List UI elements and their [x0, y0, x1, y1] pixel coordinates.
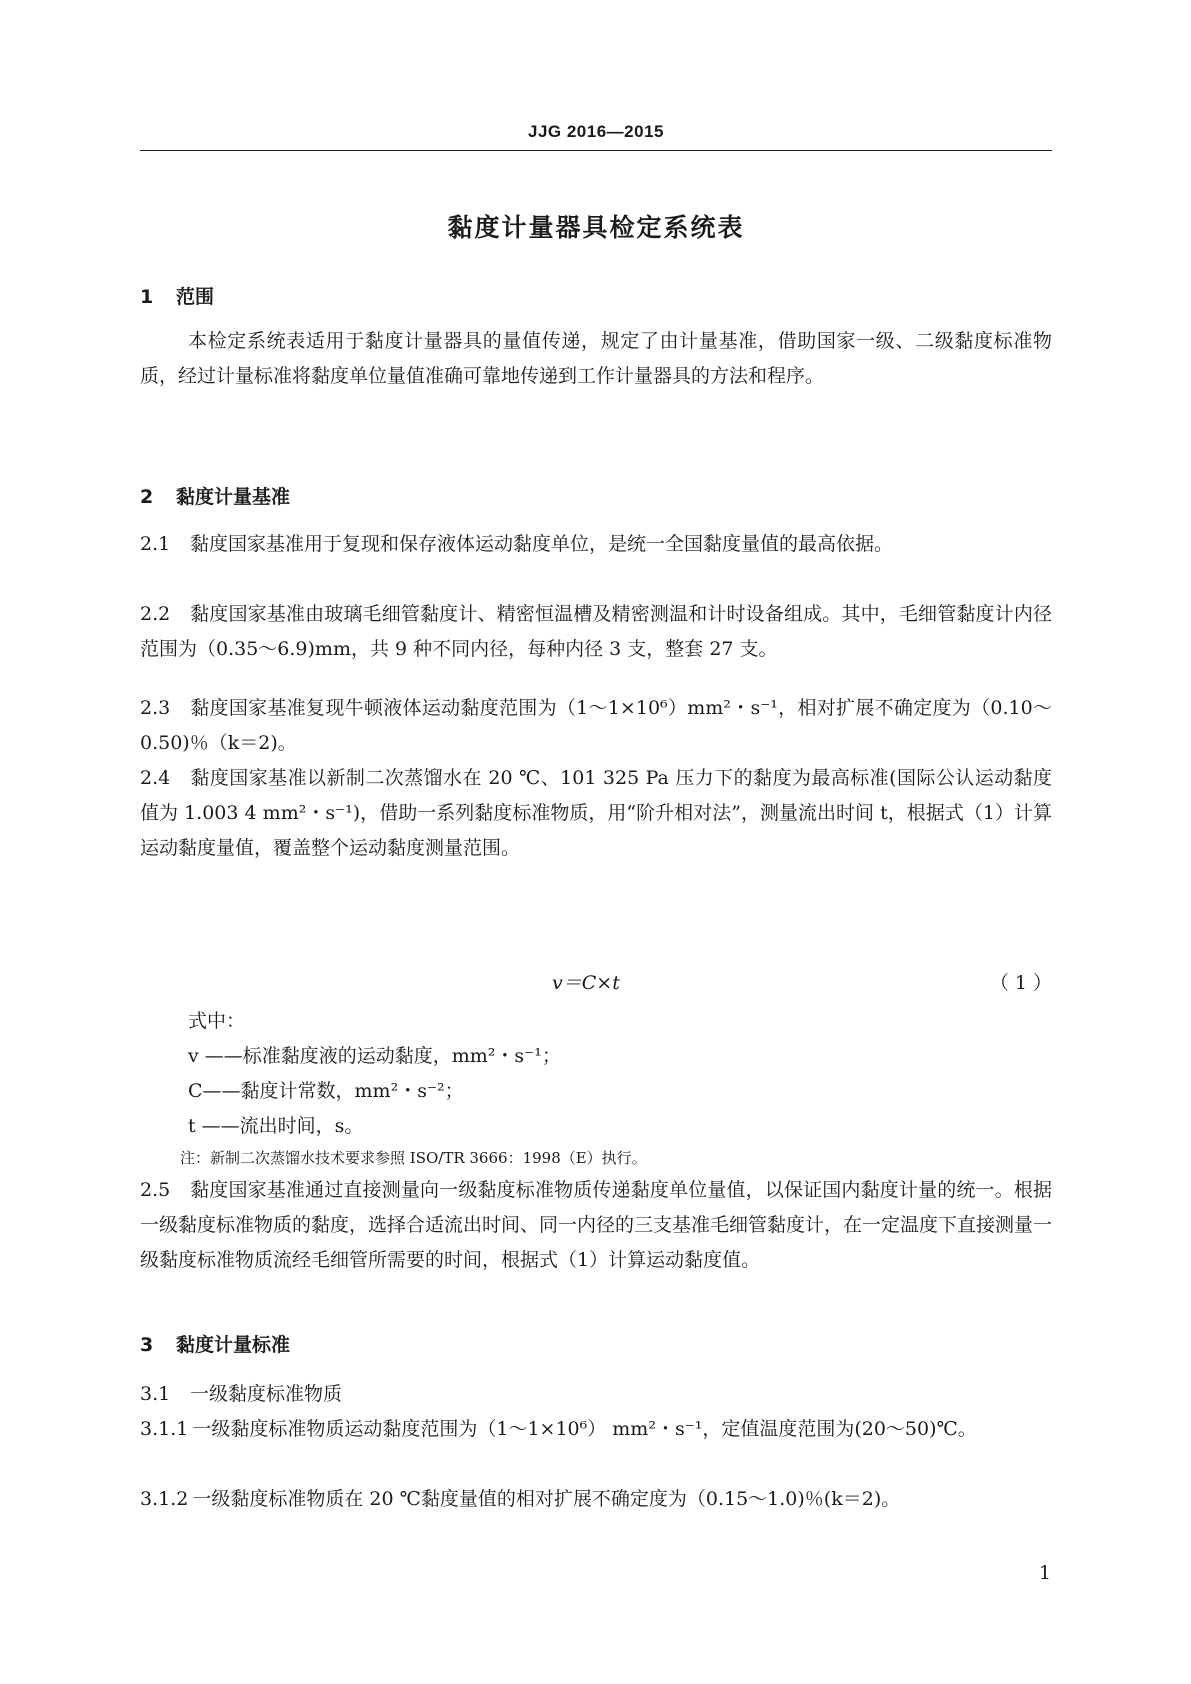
- clause-text: 一级黏度标准物质: [190, 1383, 343, 1405]
- formula-number: （ 1 ）: [989, 972, 1052, 994]
- clause-text: 一级黏度标准物质运动黏度范围为（1～1×10⁶） mm²・s⁻¹，定值温度范围为(20～50)℃。: [192, 1418, 977, 1440]
- clause-3-1-1: [140, 1412, 1052, 1447]
- clause-text: 黏度国家基准以新制二次蒸馏水在 20 ℃、101 325 Pa 压力下的黏度为最高标准(国际公认运动黏度值为 1.003 4 mm²・s⁻¹)，借助一系列黏度标准物质，用“阶升相对法”，测量流出时间 t，根据式（1）计算运动黏度量值，覆盖整个运动黏度测量范围。: [140, 767, 1052, 859]
- variable-c: C——黏度计常数，mm²・s⁻²；: [188, 1080, 464, 1102]
- header-divider: [140, 150, 1052, 151]
- section-number: 2: [140, 486, 154, 508]
- clause-2-4: [140, 761, 1052, 866]
- section-2-heading: [140, 482, 1052, 509]
- formula-where-label: 式中：: [188, 1010, 246, 1032]
- clause-number: 3.1: [140, 1383, 171, 1405]
- clause-number: 3.1.1: [140, 1418, 189, 1440]
- section-number: 1: [140, 286, 154, 308]
- clause-number: 2.3: [140, 697, 171, 719]
- clause-number: 3.1.2: [140, 1488, 189, 1510]
- section-title: 范围: [176, 286, 215, 308]
- section-1-paragraph: 本检定系统表适用于黏度计量器具的量值传递，规定了由计量基准，借助国家一级、二级黏度标准物质，经过计量标准将黏度单位量值准确可靠地传递到工作计量器具的方法和程序。: [140, 330, 1052, 387]
- clause-2-2: [140, 597, 1052, 667]
- variable-v: v ——标准黏度液的运动黏度，mm²・s⁻¹；: [188, 1045, 561, 1067]
- page-number: 1: [1038, 1562, 1051, 1584]
- variable-t: t ——流出时间，s。: [188, 1115, 364, 1137]
- clause-3-1: [140, 1377, 1052, 1412]
- clause-text: 黏度国家基准通过直接测量向一级黏度标准物质传递黏度单位量值，以保证国内黏度计量的统一。根据一级黏度标准物质的黏度，选择合适流出时间、同一内径的三支基准毛细管黏度计，在一定温度下直接测量一级黏度标准物质流经毛细管所需要的时间，根据式（1）计算运动黏度值。: [140, 1179, 1053, 1271]
- section-3-heading: [140, 1330, 1052, 1357]
- formula-variables: [140, 1004, 1052, 1144]
- clause-2-3: [140, 691, 1052, 761]
- section-title: 黏度计量基准: [176, 486, 291, 508]
- clause-2-1: [140, 527, 1052, 562]
- clause-3-1-2: [140, 1482, 1052, 1517]
- section-1-heading: [140, 282, 1052, 309]
- note: 注：新制二次蒸馏水技术要求参照 ISO/TR 3666：1998（E）执行。: [180, 1149, 647, 1167]
- clause-text: 黏度国家基准用于复现和保存液体运动黏度单位，是统一全国黏度量值的最高依据。: [190, 533, 894, 555]
- clause-number: 2.4: [140, 767, 171, 789]
- clause-text: 一级黏度标准物质在 20 ℃黏度量值的相对扩展不确定度为（0.15～1.0)％(k＝2)。: [192, 1488, 901, 1510]
- clause-number: 2.5: [140, 1179, 171, 1201]
- clause-text: 黏度国家基准复现牛顿液体运动黏度范围为（1～1×10⁶）mm²・s⁻¹，相对扩展不确定度为（0.10～0.50)％（k＝2)。: [140, 697, 1052, 754]
- section-title: 黏度计量标准: [176, 1334, 291, 1356]
- section-number: 3: [140, 1334, 154, 1356]
- clause-number: 2.2: [140, 603, 171, 625]
- clause-number: 2.1: [140, 533, 171, 555]
- clause-text: 黏度国家基准由玻璃毛细管黏度计、精密恒温槽及精密测温和计时设备组成。其中，毛细管黏度计内径范围为（0.35～6.9)mm，共 9 种不同内径，每种内径 3 支，整套 27 支。: [140, 603, 1052, 660]
- formula-expression: v＝C×t: [552, 972, 620, 994]
- document-code-header: JJG 2016—2015: [528, 122, 664, 141]
- clause-2-5: [140, 1173, 1052, 1278]
- formula-1: [140, 968, 1052, 1003]
- page-title: 黏度计量器具检定系统表: [447, 213, 745, 242]
